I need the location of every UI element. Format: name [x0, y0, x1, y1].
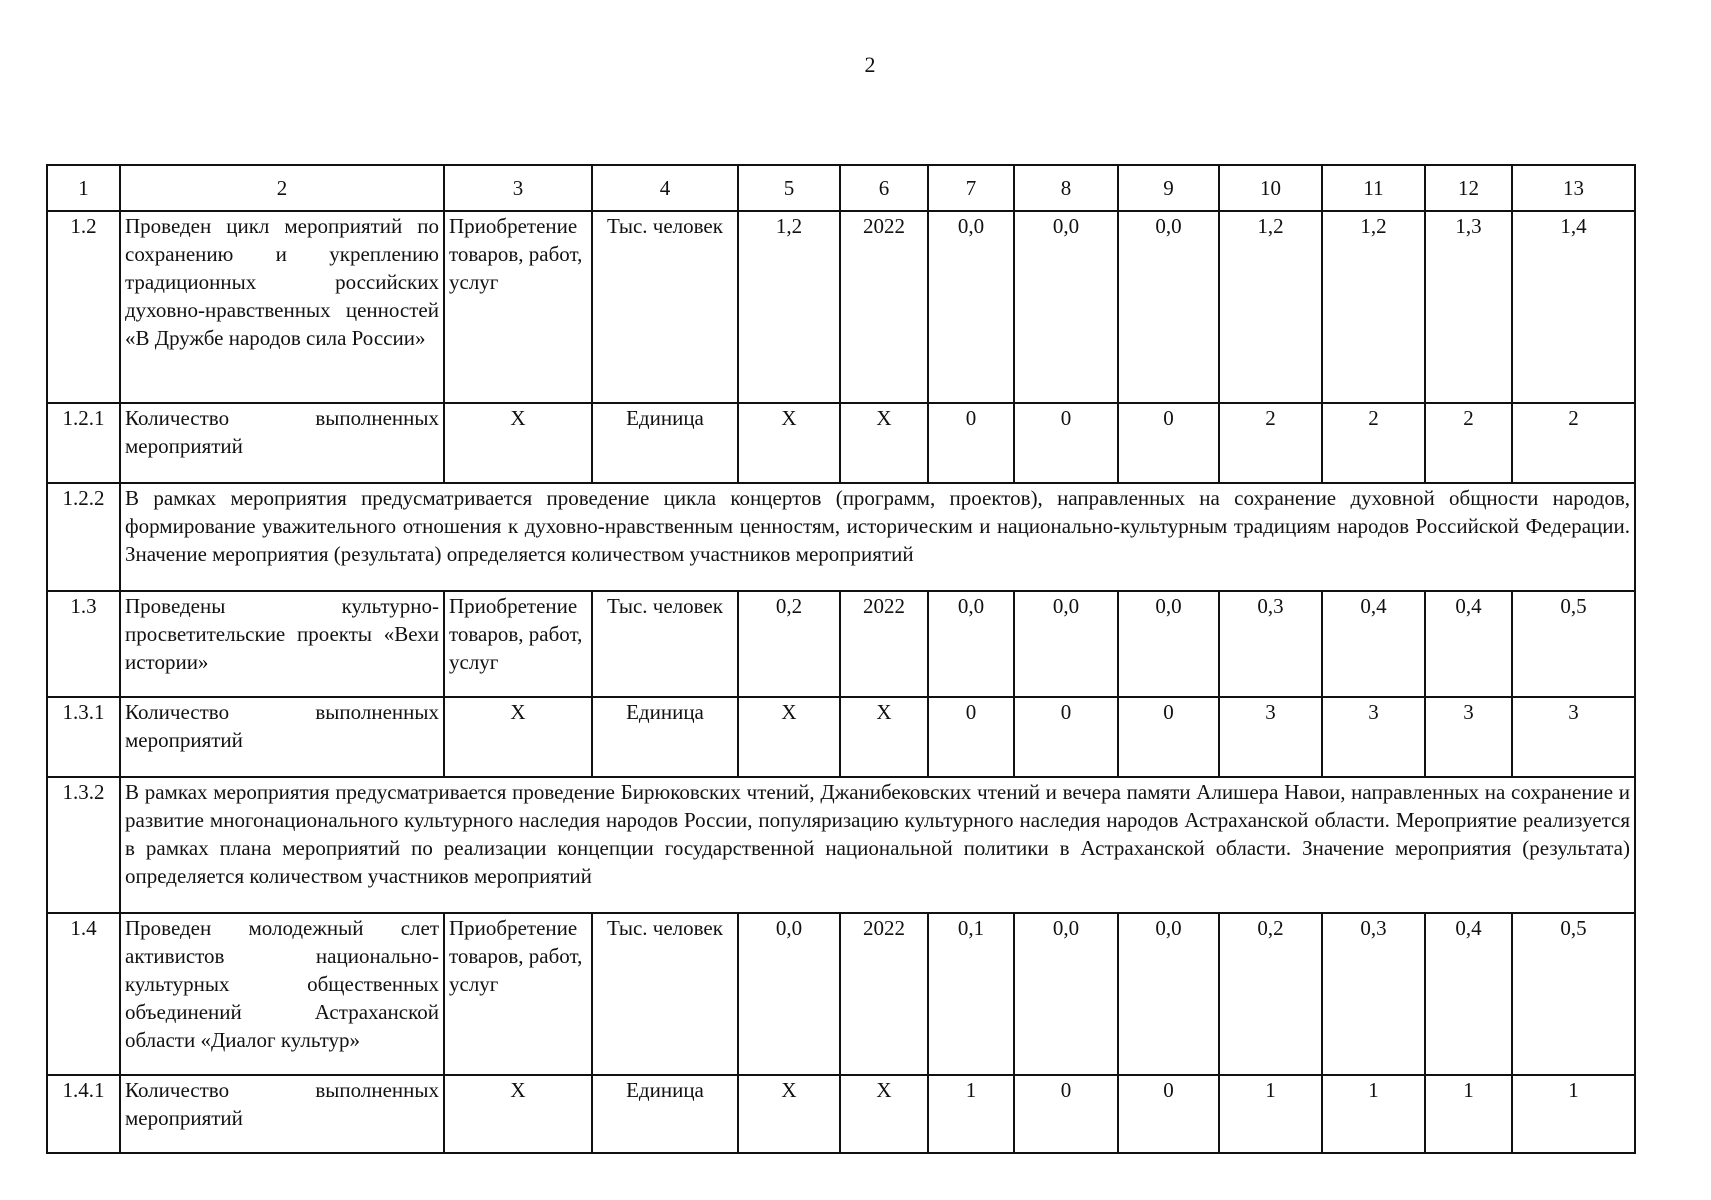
value-cell: 0,0 — [1118, 591, 1219, 697]
row-number: 1.2.1 — [47, 403, 120, 483]
value-cell: X — [840, 1075, 928, 1153]
header-cell: 8 — [1014, 165, 1118, 211]
measure-name: Количество выполненных мероприятий — [120, 403, 444, 483]
header-cell: 7 — [928, 165, 1014, 211]
row-number: 1.4 — [47, 913, 120, 1075]
header-cell: 11 — [1322, 165, 1425, 211]
value-cell: 0,3 — [1219, 591, 1322, 697]
row-number: 1.3 — [47, 591, 120, 697]
value-cell: 0,2 — [1219, 913, 1322, 1075]
value-cell: 2022 — [840, 211, 928, 403]
row-number: 1.4.1 — [47, 1075, 120, 1153]
value-cell: 3 — [1425, 697, 1512, 777]
value-cell: 0,0 — [1118, 211, 1219, 403]
header-cell: 2 — [120, 165, 444, 211]
page-number: 2 — [864, 52, 876, 77]
value-cell: X — [738, 403, 840, 483]
measure-unit: Тыс. человек — [592, 591, 738, 697]
value-cell: 0,5 — [1512, 913, 1635, 1075]
table-row-1-3-2 — [47, 777, 1635, 913]
value-cell: 1 — [1512, 1075, 1635, 1153]
value-cell: 0,4 — [1425, 591, 1512, 697]
table-row-1-3 — [47, 591, 1635, 697]
value-cell: 1 — [1425, 1075, 1512, 1153]
value-cell: 0,0 — [738, 913, 840, 1075]
measure-unit: Единица — [592, 1075, 738, 1153]
value-cell: X — [840, 697, 928, 777]
measure-type: X — [444, 403, 592, 483]
value-cell: 0,1 — [928, 913, 1014, 1075]
measure-type: X — [444, 1075, 592, 1153]
value-cell: 1,2 — [1219, 211, 1322, 403]
header-cell: 10 — [1219, 165, 1322, 211]
header-cell: 13 — [1512, 165, 1635, 211]
measure-unit: Тыс. человек — [592, 913, 738, 1075]
value-cell: 1 — [1322, 1075, 1425, 1153]
measure-type: X — [444, 697, 592, 777]
value-cell: 0,5 — [1512, 591, 1635, 697]
measure-unit: Единица — [592, 403, 738, 483]
value-cell: 0,0 — [1014, 591, 1118, 697]
measure-type: Приобретение товаров, работ, услуг — [444, 913, 592, 1075]
value-cell: 1 — [928, 1075, 1014, 1153]
measure-type: Приобретение товаров, работ, услуг — [444, 211, 592, 403]
value-cell: 3 — [1512, 697, 1635, 777]
measure-name: Количество выполненных мероприятий — [120, 697, 444, 777]
row-number: 1.3.2 — [47, 777, 120, 913]
value-cell: 0,0 — [1014, 913, 1118, 1075]
table-row-1-4-1 — [47, 1075, 1635, 1153]
value-cell: 0 — [1014, 1075, 1118, 1153]
value-cell: 2 — [1322, 403, 1425, 483]
header-cell: 1 — [47, 165, 120, 211]
value-cell: 2 — [1512, 403, 1635, 483]
value-cell: 3 — [1219, 697, 1322, 777]
value-cell: 0 — [1014, 403, 1118, 483]
header-cell: 9 — [1118, 165, 1219, 211]
value-cell: 1,2 — [1322, 211, 1425, 403]
measure-name: Проведен молодежный слет активистов национально-культурных общественных объединений Астраханской области «Диалог культур» — [120, 913, 444, 1075]
header-cell: 12 — [1425, 165, 1512, 211]
value-cell: 0,2 — [738, 591, 840, 697]
header-cell: 5 — [738, 165, 840, 211]
header-cell: 4 — [592, 165, 738, 211]
measure-name: Проведен цикл мероприятий по сохранению и укреплению традиционных российских духовно-нравственных ценностей «В Дружбе народов сила России» — [120, 211, 444, 403]
value-cell: 0 — [1118, 403, 1219, 483]
table-row-1-2-1 — [47, 403, 1635, 483]
indicators-table — [46, 164, 1636, 1154]
value-cell: 1 — [1219, 1075, 1322, 1153]
value-cell: X — [840, 403, 928, 483]
value-cell: 0 — [928, 697, 1014, 777]
value-cell: 0,3 — [1322, 913, 1425, 1075]
value-cell: 0,0 — [1118, 913, 1219, 1075]
value-cell: 2022 — [840, 913, 928, 1075]
row-number: 1.2 — [47, 211, 120, 403]
measure-unit: Тыс. человек — [592, 211, 738, 403]
table-row-1-4 — [47, 913, 1635, 1075]
measure-name: Количество выполненных мероприятий — [120, 1075, 444, 1153]
value-cell: 3 — [1322, 697, 1425, 777]
header-cell: 6 — [840, 165, 928, 211]
value-cell: 0,0 — [1014, 211, 1118, 403]
value-cell: 0,4 — [1425, 913, 1512, 1075]
row-number: 1.2.2 — [47, 483, 120, 591]
value-cell: 2 — [1425, 403, 1512, 483]
value-cell: 1,3 — [1425, 211, 1512, 403]
value-cell: 0 — [1014, 697, 1118, 777]
value-cell: X — [738, 1075, 840, 1153]
value-cell: 1,4 — [1512, 211, 1635, 403]
value-cell: 2 — [1219, 403, 1322, 483]
header-cell: 3 — [444, 165, 592, 211]
row-number: 1.3.1 — [47, 697, 120, 777]
measure-description: В рамках мероприятия предусматривается проведение Бирюковских чтений, Джанибековских чтений и вечера памяти Алишера Навои, направленных на сохранение и развитие многонационального культурного наследия народов России, популяризацию культурного наследия народов Астраханской области. Мероприятие реализуется в рамках плана мероприятий по реализации концепции государственной национальной политики в Астраханской области. Значение мероприятия (результата) определяется количеством участников мероприятий — [120, 777, 1635, 913]
value-cell: X — [738, 697, 840, 777]
value-cell: 1,2 — [738, 211, 840, 403]
value-cell: 0 — [1118, 1075, 1219, 1153]
value-cell: 0,4 — [1322, 591, 1425, 697]
measure-unit: Единица — [592, 697, 738, 777]
table-row-1-2 — [47, 211, 1635, 403]
value-cell: 0,0 — [928, 211, 1014, 403]
header-row — [47, 165, 1635, 211]
measure-name: Проведены культурно-просветительские проекты «Вехи истории» — [120, 591, 444, 697]
value-cell: 2022 — [840, 591, 928, 697]
table-row-1-2-2 — [47, 483, 1635, 591]
value-cell: 0 — [928, 403, 1014, 483]
value-cell: 0,0 — [928, 591, 1014, 697]
measure-type: Приобретение товаров, работ, услуг — [444, 591, 592, 697]
value-cell: 0 — [1118, 697, 1219, 777]
measure-description: В рамках мероприятия предусматривается проведение цикла концертов (программ, проектов), направленных на сохранение духовной общности народов, формирование уважительного отношения к духовно-нравственным ценностям, историческим и национально-культурным традициям народов Российской Федерации. Значение мероприятия (результата) определяется количеством участников мероприятий — [120, 483, 1635, 591]
table-row-1-3-1 — [47, 697, 1635, 777]
